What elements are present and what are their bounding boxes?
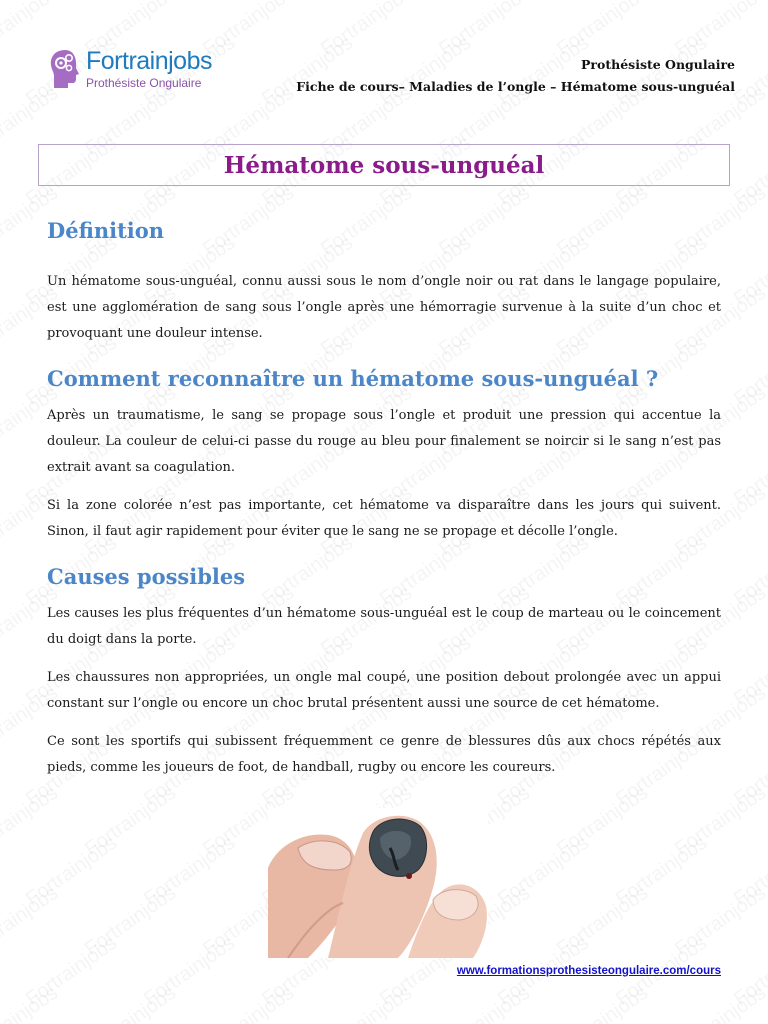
paragraph: Un hématome sous-unguéal, connu aussi sous le nom d’ongle noir ou rat dans le langage populaire, est une agglomération de sang sous l’ongle après une hémorragie survenue à la suite d’un choc et provoquant une douleur intense. (47, 274, 721, 341)
watermark-text (553, 882, 653, 961)
paragraph: Si la zone colorée n’est pas importante, cet hématome va disparaître dans les jours qui suivent. Sinon, il faut agir rapidement pour éviter que le sang ne se propage et décolle l’ongle. (47, 498, 721, 539)
paragraph: Après un traumatisme, le sang se propage sous l’ongle et produit une pression qui accentue la douleur. La couleur de celui-ci passe du rouge au bleu pour finalement se noircir si le sang n’est pas extrait avant sa coagulation. (47, 408, 721, 475)
watermark-text (730, 232, 768, 311)
watermark-text (553, 982, 653, 1024)
paragraph: Ce sont les sportifs qui subissent fréquemment ce genre de blessures dûs aux chocs répétés aux pieds, comme les joueurs de foot, de handball, rugby ou encore les coureurs. (47, 734, 721, 775)
header-line-2: Fiche de cours– Maladies de l’ongle – Hématome sous-unguéal (296, 79, 735, 94)
watermark-text (435, 0, 535, 61)
document-header (296, 54, 735, 98)
watermark-text (199, 982, 299, 1024)
watermark-text (730, 32, 768, 111)
head-gears-icon (48, 48, 82, 90)
watermark-text (730, 532, 768, 611)
section-heading-reconnaitre: Comment reconnaître un hématome sous-unguéal ? (47, 366, 659, 391)
watermark-text (435, 982, 535, 1024)
watermark-text (553, 0, 653, 61)
logo-subtitle: Prothésiste Ongulaire (86, 76, 202, 90)
watermark-text (730, 432, 768, 511)
watermark-text (671, 782, 768, 861)
section-heading-causes: Causes possibles (47, 564, 246, 589)
watermark-text (671, 882, 768, 961)
nail-hematoma-photo (268, 808, 488, 958)
watermark-text (0, 782, 63, 861)
watermark-text (730, 932, 768, 1011)
title-box (38, 144, 730, 186)
header-line-1: Prothésiste Ongulaire (581, 57, 735, 72)
watermark-text (612, 832, 712, 911)
watermark-text (0, 882, 63, 961)
watermark-text (730, 632, 768, 711)
watermark-text (730, 832, 768, 911)
watermark-text (140, 932, 240, 1011)
document-body (47, 218, 721, 781)
watermark-text (0, 982, 63, 1024)
watermark-text (730, 132, 768, 211)
watermark-text (553, 782, 653, 861)
watermark-text (140, 832, 240, 911)
footer-link[interactable]: www.formationsprothesisteongulaire.com/cours (456, 965, 721, 977)
watermark-text (81, 982, 181, 1024)
watermark-text (199, 0, 299, 61)
section-heading-definition: Définition (47, 218, 165, 243)
paragraph: Les chaussures non appropriées, un ongle mal coupé, une position debout prolongée avec un appui constant sur l’ongle ou encore un choc brutal présentent aussi une source de cet hématome. (47, 670, 721, 711)
paragraph: Les causes les plus fréquentes d’un hématome sous-unguéal est le coup de marteau ou le coincement du doigt dans la porte. (47, 606, 721, 647)
watermark-text (317, 982, 417, 1024)
watermark-text (671, 0, 768, 61)
watermark-text (81, 882, 181, 961)
logo-brand: Fortrainjobs (86, 47, 212, 75)
watermark-text (81, 782, 181, 861)
watermark-text (22, 932, 122, 1011)
logo (48, 48, 212, 90)
watermark-text (494, 832, 594, 911)
page-title: Hématome sous-unguéal (223, 151, 545, 179)
watermark-text (671, 982, 768, 1024)
watermark-text (730, 732, 768, 811)
watermark-text (22, 832, 122, 911)
watermark-text (730, 332, 768, 411)
watermark-text (317, 0, 417, 61)
